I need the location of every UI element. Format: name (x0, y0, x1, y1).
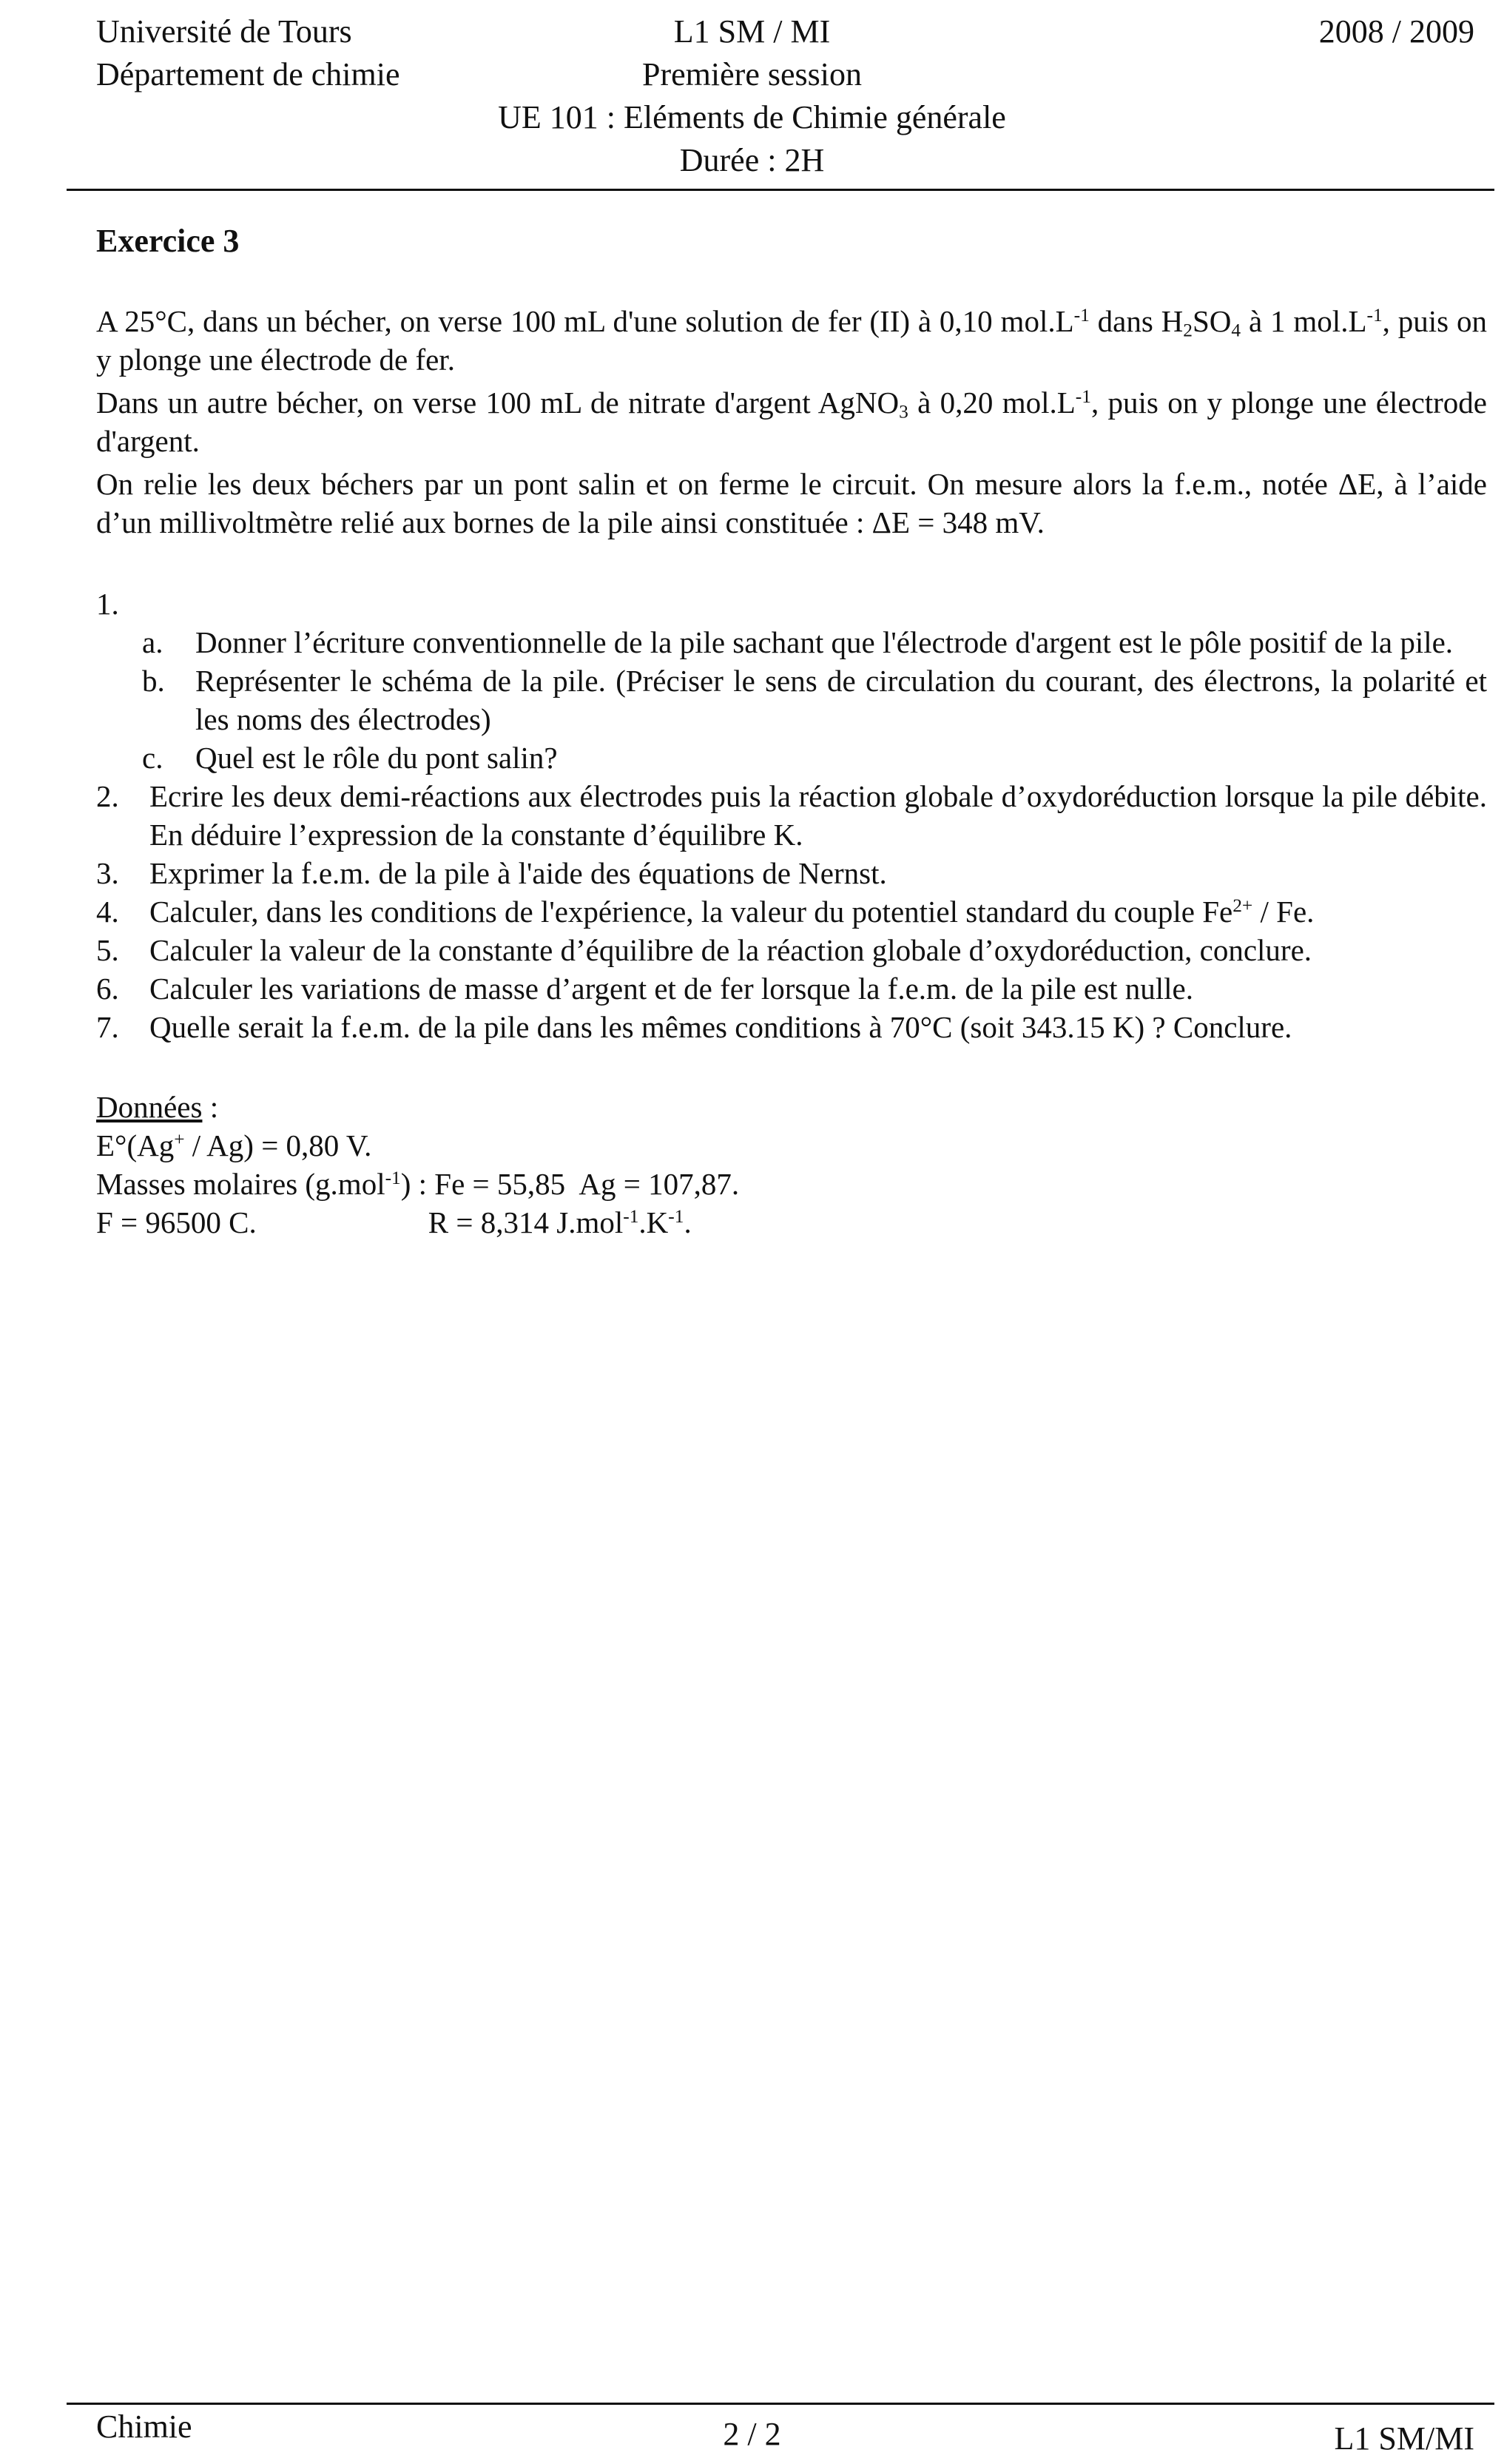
page-number: 2 / 2 (723, 2416, 781, 2452)
footer-subject: Chimie (96, 2409, 192, 2445)
university-name: Université de Tours (96, 13, 352, 50)
question-1-subparts (142, 623, 1487, 777)
question-1 (96, 585, 1487, 623)
question-6: 6. Calculer les variations de masse d’argent et de fer lorsque la f.e.m. de la pile est nulle. (96, 972, 1193, 1006)
course-title: UE 101 : Eléments de Chimie générale (498, 99, 1006, 135)
header-course (0, 10, 1504, 182)
department-name: Département de chimie (96, 56, 400, 92)
question-7: 7. Quelle serait la f.e.m. de la pile dans les mêmes conditions à 70°C (soit 343.15 K) ? Conclure. (96, 1010, 1292, 1044)
question-5: 5. Calculer la valeur de la constante d’équilibre de la réaction globale d’oxydoréduction, conclure. (96, 933, 1312, 967)
footer-course: L1 SM/MI (1334, 2420, 1474, 2457)
question-number: 1. (96, 587, 119, 621)
question-1b: b. Représenter le schéma de la pile. (Préciser le sens de circulation du courant, des électrons, la polarité et les noms des électrodes) (142, 664, 1487, 736)
intro-paragraph-3: On relie les deux béchers par un pont salin et on ferme le circuit. On mesure alors la f.e.m., notée ΔE, à l’aide d’un millivoltmètre relié aux bornes de la pile ainsi constituée : ΔE = 348 mV. (96, 467, 1487, 539)
question-1a: a. Donner l’écriture conventionnelle de la pile sachant que l'électrode d'argent est le pôle positif de la pile. (142, 625, 1454, 659)
session-label: Première session (642, 56, 862, 92)
standard-potential-line: E°(Ag+ / Ag) = 0,80 V. (96, 1128, 372, 1162)
footer-divider (67, 2403, 1494, 2405)
data-section-title: Données : (96, 1090, 219, 1124)
academic-year: 2008 / 2009 (1318, 13, 1474, 50)
exercise-body (96, 222, 1487, 1242)
constants-line: F = 96500 C. R = 8,314 $J.mol^{-1}.K^{-1}$. (96, 1205, 692, 1239)
data-section (96, 1088, 1487, 1242)
exercise-title: Exercice 3 (96, 223, 240, 259)
intro-paragraph-1: A 25°C, dans un bécher, on verse 100 mL d'une solution de fer (II) à 0,10 $mol.L^{-1}$ dans $H_2SO_4$ à 1 $mol.L^{-1}$, puis on y plonge une électrode de fer. (96, 304, 1487, 377)
intro-paragraph-2: Dans un autre bécher, on verse 100 mL de nitrate d'argent AgNO$_3$ à 0,20 $mol.L^{-1}$, puis on y plonge une électrode d'argent. (96, 386, 1488, 458)
question-list (96, 585, 1487, 1046)
molar-masses-line: Masses molaires (g.mol$^{-1}$) : Fe = 55,85 Ag = 107,87. (96, 1167, 740, 1201)
header-divider (67, 189, 1494, 191)
question-2: 2. Ecrire les deux demi-réactions aux électrodes puis la réaction globale d’oxydoréduction lorsque la pile débite. En déduire l’expression de la constante d’équilibre K. (96, 779, 1487, 852)
question-3: 3. Exprimer la f.e.m. de la pile à l'aide des équations de Nernst. (96, 856, 887, 890)
question-1c: c. Quel est le rôle du pont salin? (142, 741, 558, 775)
question-4: 4. Calculer, dans les conditions de l'expérience, la valeur du potentiel standard du couple $Fe^{2+}$ / Fe. (96, 895, 1315, 929)
course-level: L1 SM / MI (673, 13, 831, 50)
duration-label: Durée : 2H (679, 142, 825, 178)
